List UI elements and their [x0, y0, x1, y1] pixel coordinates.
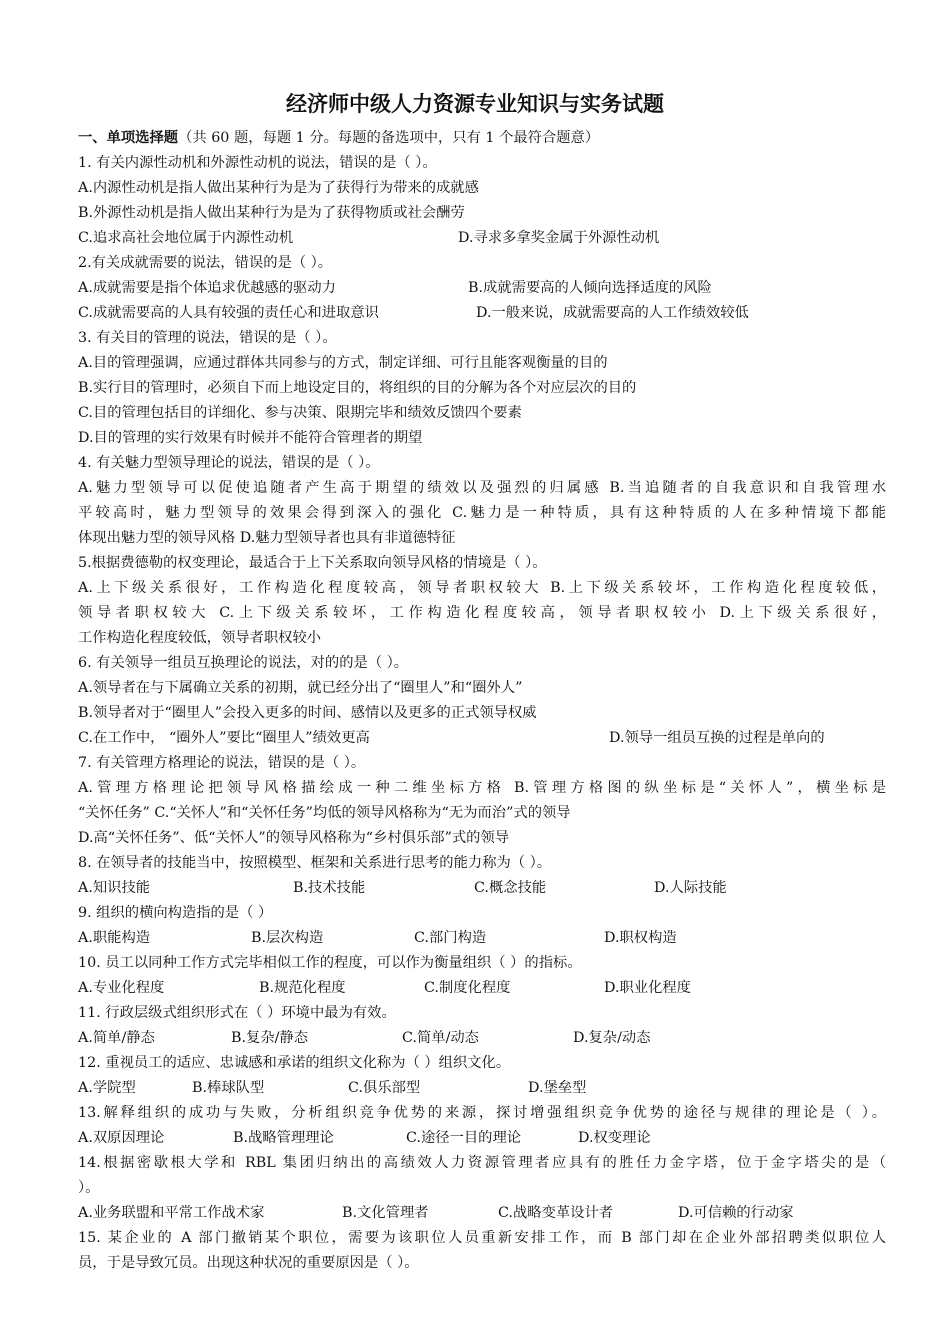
option-row	[78, 976, 886, 1001]
option-c: C.成就需要高的人具有较强的责任心和进取意识	[78, 305, 379, 321]
option-d: D.一般来说，成就需要高的人工作绩效较低	[476, 305, 749, 321]
option-b: B.复杂/静态	[231, 1030, 309, 1046]
option-line: A.管理方格理论把领导风格描绘成一种二维坐标方格 B.管理方格图的纵坐标是“关怀人”，横坐标是	[78, 780, 886, 796]
option-b: B.战略管理理论	[233, 1130, 334, 1146]
option-d: D.复杂/动态	[573, 1030, 651, 1046]
section-heading-line	[78, 126, 886, 151]
option-line: D.目的管理的实行效果有时候并不能符合管理者的期望	[78, 430, 423, 446]
option-pair-line	[78, 301, 886, 326]
option-line: A.内源性动机是指人做出某种行为是为了获得行为带来的成就感	[78, 180, 479, 196]
question-8: 8. 在领导者的技能当中，按照模型、框架和关系进行思考的能力称为（ ）。	[78, 855, 552, 871]
question-6: 6. 有关领导一组员互换理论的说法，对的的是（ ）。	[78, 655, 409, 671]
option-d: D.可信赖的行动家	[678, 1205, 794, 1221]
option-row	[78, 1201, 886, 1226]
option-d: D.寻求多拿奖金属于外源性动机	[458, 230, 660, 246]
section-heading: 一、单项选择题	[78, 130, 179, 146]
option-line: 领导者职权较大 C.上下级关系较坏，工作构造化程度较高，领导者职权较小 D.上下级关系很好，	[78, 605, 886, 621]
option-a: A.简单/静态	[78, 1030, 155, 1046]
option-line: B.实行目的管理时，必须自下而上地设定目的，将组织的目的分解为各个对应层次的目的	[78, 380, 637, 396]
question-5: 5.根据费德勒的权变理论，最适合于上下关系取向领导风格的情境是（ ）。	[78, 555, 547, 571]
option-line: D.高“关怀任务”、低“关怀人”的领导风格称为“乡村俱乐部”式的领导	[78, 830, 510, 846]
question-15-cont: 员，于是导致冗员。出现这种状况的重要原因是（ ）。	[78, 1255, 419, 1271]
question-2: 2.有关成就需要的说法，错误的是（ ）。	[78, 255, 333, 271]
option-pair-line	[78, 276, 886, 301]
option-b: B.棒球队型	[192, 1080, 265, 1096]
question-3: 3. 有关目的管理的说法，错误的是（ ）。	[78, 330, 337, 346]
option-c: C.简单/动态	[402, 1030, 479, 1046]
option-d: D.堡垒型	[528, 1080, 587, 1096]
option-c: C.部门构造	[414, 930, 487, 946]
option-d: D.权变理论	[578, 1130, 651, 1146]
option-b: B.层次构造	[251, 930, 324, 946]
option-c: C.概念技能	[474, 880, 547, 896]
option-line: A.目的管理强调，应通过群体共同参与的方式，制定详细、可行且能客观衡量的目的	[78, 355, 608, 371]
option-a: A.双原因理论	[78, 1130, 165, 1146]
section-note: （共 60 题，每题 1 分。每题的备选项中，只有 1 个最符合题意）	[178, 130, 600, 146]
question-14-end: ）。	[78, 1180, 100, 1196]
option-c: C.战略变革设计者	[498, 1205, 614, 1221]
option-line: B.领导者对于“圈里人”会投入更多的时间、感情以及更多的正式领导权威	[78, 705, 537, 721]
option-c: C.在工作中， “圈外人”要比“圈里人”绩效更高	[78, 730, 370, 746]
option-pair-line	[78, 226, 886, 251]
question-7: 7. 有关管理方格理论的说法，错误的是（ ）。	[78, 755, 366, 771]
question-14: 14.根据密歇根大学和 RBL 集团归纳出的高绩效人力资源管理者应具有的胜任力金字塔，位于金字塔尖的是（	[78, 1155, 886, 1171]
option-c: C.制度化程度	[424, 980, 511, 996]
option-row	[78, 926, 886, 951]
question-11: 11. 行政层级式组织形式在（ ）环境中最为有效。	[78, 1005, 396, 1021]
option-line: 平较高时，魅力型领导的效果会得到深入的强化 C.魅力是一种特质，具有这种特质的人在多种情境下都能	[78, 505, 886, 521]
option-b: B.文化管理者	[342, 1205, 429, 1221]
option-b: B.技术技能	[293, 880, 366, 896]
option-line: 工作构造化程度较低，领导者职权较小	[78, 630, 322, 646]
option-line: A.领导者在与下属确立关系的初期，就已经分出了“圈里人”和“圈外人”	[78, 680, 523, 696]
question-4: 4. 有关魅力型领导理论的说法，错误的是（ ）。	[78, 455, 380, 471]
option-line: “关怀任务” C.“关怀人”和“关怀任务”均低的领导风格称为“无为而治”式的领导	[78, 805, 571, 821]
option-line: 体现出魅力型的领导风格 D.魅力型领导者也具有非道德特征	[78, 530, 456, 546]
option-line: C.目的管理包括目的详细化、参与决策、限期完毕和绩效反馈四个要素	[78, 405, 522, 421]
document-title: 经济师中级人力资源专业知识与实务试题	[286, 92, 664, 116]
option-d: D.人际技能	[654, 880, 727, 896]
option-row	[78, 1026, 886, 1051]
option-a: A.知识技能	[78, 880, 151, 896]
option-pair-line	[78, 726, 886, 751]
option-d: D.职业化程度	[604, 980, 691, 996]
question-1: 1. 有关内源性动机和外源性动机的说法，错误的是（ ）。	[78, 155, 437, 171]
option-line: A.魅力型领导可以促使追随者产生高于期望的绩效以及强烈的归属感 B.当追随者的自我意识和自我管理水	[78, 480, 886, 496]
option-row	[78, 1126, 886, 1151]
option-a: A.成就需要是指个体追求优越感的驱动力	[78, 280, 336, 296]
question-15: 15. 某企业的 A 部门撤销某个职位，需要为该职位人员重新安排工作，而 B 部门却在企业外部招聘类似职位人	[78, 1230, 886, 1246]
option-a: A.职能构造	[78, 930, 151, 946]
question-13: 13.解释组织的成功与失败，分析组织竞争优势的来源，探讨增强组织竞争优势的途径与规律的理论是（ ）。	[78, 1105, 886, 1121]
option-a: A.学院型	[78, 1080, 136, 1096]
option-b: B.规范化程度	[259, 980, 346, 996]
option-row	[78, 1076, 886, 1101]
option-a: A.业务联盟和平常工作战术家	[78, 1205, 265, 1221]
option-line: B.外源性动机是指人做出某种行为是为了获得物质或社会酬劳	[78, 205, 465, 221]
option-b: B.成就需要高的人倾向选择适度的风险	[468, 280, 712, 296]
option-a: A.专业化程度	[78, 980, 165, 996]
option-d: D.领导一组员互换的过程是单向的	[609, 730, 825, 746]
question-12: 12. 重视员工的适应、忠诚感和承诺的组织文化称为（ ）组织文化。	[78, 1055, 511, 1071]
option-row	[78, 876, 886, 901]
option-c: C.途径一目的理论	[406, 1130, 522, 1146]
option-c: C.追求高社会地位属于内源性动机	[78, 230, 294, 246]
option-line: A.上下级关系很好，工作构造化程度较高，领导者职权较大 B.上下级关系较坏，工作构造化程度较低，	[78, 580, 886, 596]
question-9: 9. 组织的横向构造指的是（ ）	[78, 905, 273, 921]
option-d: D.职权构造	[604, 930, 677, 946]
question-10: 10. 员工以同种工作方式完毕相似工作的程度，可以作为衡量组织（ ）的指标。	[78, 955, 582, 971]
option-c: C.俱乐部型	[348, 1080, 421, 1096]
